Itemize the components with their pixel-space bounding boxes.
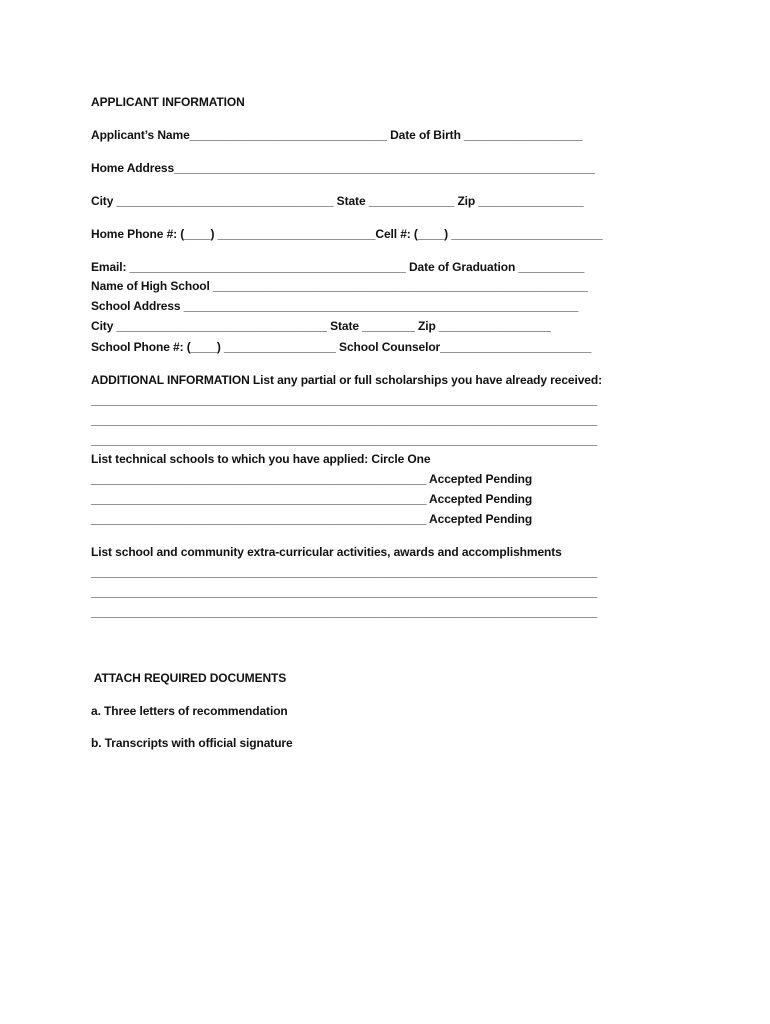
- technical-school-line: ___________________________________________________ Accepted Pending: [91, 492, 533, 506]
- school-address-line: School Address ____________________________________________________________: [91, 299, 579, 313]
- required-document-item: a. Three letters of recommendation: [91, 704, 288, 718]
- city-state-zip-line: City _________________________________ State _____________ Zip ________________: [91, 194, 584, 208]
- scholarship-blank-line: _____________________________________________________________________________: [91, 393, 598, 407]
- technical-school-line: ___________________________________________________ Accepted Pending: [91, 512, 533, 526]
- section-heading-applicant-information: APPLICANT INFORMATION: [91, 95, 245, 109]
- school-city-state-zip-line: City ________________________________ State ________ Zip _________________: [91, 319, 551, 333]
- activities-heading: List school and community extra-curricular activities, awards and accomplishments: [91, 545, 562, 559]
- email-graduation-line: Email: __________________________________________ Date of Graduation __________: [91, 260, 585, 274]
- technical-schools-heading: List technical schools to which you have applied: Circle One: [91, 452, 431, 466]
- school-phone-counselor-line: School Phone #: (____) _________________ School Counselor_______________________: [91, 340, 592, 354]
- home-cell-phone-line: Home Phone #: (____) ________________________Cell #: (____) _______________________: [91, 227, 603, 241]
- attach-documents-heading: ATTACH REQUIRED DOCUMENTS: [91, 671, 287, 685]
- activities-blank-line: _____________________________________________________________________________: [91, 605, 598, 619]
- activities-blank-line: _____________________________________________________________________________: [91, 585, 598, 599]
- scholarship-blank-line: _____________________________________________________________________________: [91, 413, 598, 427]
- technical-school-line: ___________________________________________________ Accepted Pending: [91, 472, 533, 486]
- required-document-item: b. Transcripts with official signature: [91, 736, 293, 750]
- home-address-line: Home Address________________________________________________________________: [91, 161, 595, 175]
- high-school-name-line: Name of High School _________________________________________________________: [91, 279, 588, 293]
- activities-blank-line: _____________________________________________________________________________: [91, 565, 598, 579]
- scholarship-blank-line: _____________________________________________________________________________: [91, 433, 598, 447]
- applicant-name-dob-line: Applicant’s Name______________________________ Date of Birth __________________: [91, 128, 583, 142]
- additional-information-heading: ADDITIONAL INFORMATION List any partial or full scholarships you have already received:: [91, 373, 602, 387]
